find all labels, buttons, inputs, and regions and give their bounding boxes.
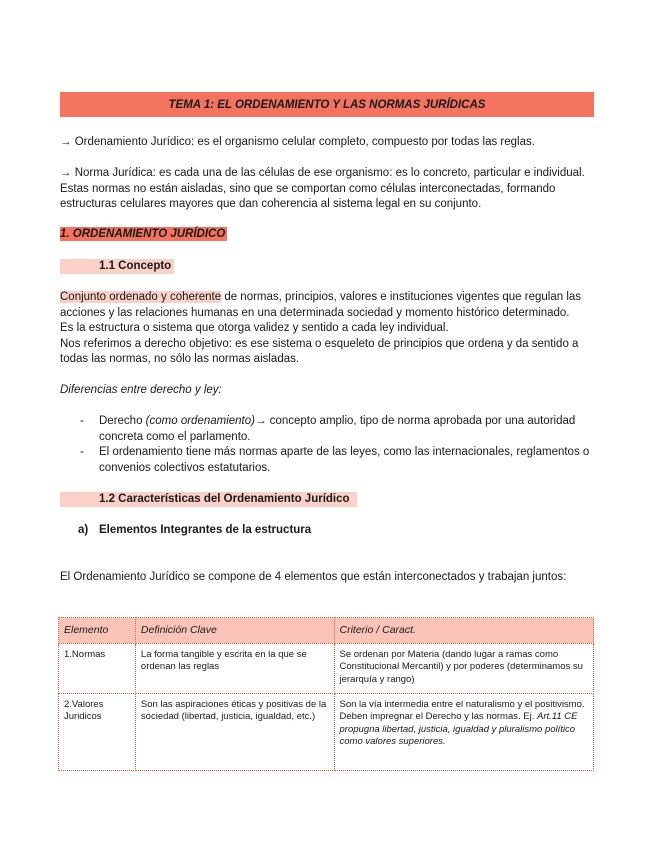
- elements-table: [58, 617, 594, 771]
- table-row: [59, 693, 594, 770]
- concepto-estructura: Es la estructura o sistema que otorga validez y sentido a cada ley individual.: [60, 322, 449, 334]
- table-cell-elemento: 1.Normas: [59, 643, 136, 693]
- subsection-a: [78, 524, 311, 536]
- concepto-heading: [60, 259, 174, 274]
- caracteristicas-heading-text: 1.2 Características del Ordenamiento Jurídico: [99, 493, 350, 505]
- table-cell-elemento: 2.Valores Juridicos: [59, 693, 136, 770]
- list-item: [60, 445, 600, 476]
- diferencias-list: [60, 414, 600, 476]
- section1-heading: 1. ORDENAMIENTO JURÍDICO: [60, 228, 226, 240]
- list-item-text: Derecho: [99, 415, 146, 427]
- subsection-a-text: Elementos Integrantes de la estructura: [99, 524, 312, 536]
- concepto-derecho-objetivo: Nos referimos a derecho objetivo: es ese sistema o esqueleto de principios que ordena y da sentido a todas las normas, no sólo las normas aisladas.: [60, 337, 579, 365]
- table-header-row: [59, 618, 594, 644]
- table-cell-criterio: Se ordenan por Materia (dando lugar a ramas como Constitucional Mercantil) y por poderes (determinamos su jerarquía y rango): [334, 643, 593, 693]
- highlighted-phrase: Conjunto ordenado y coherente: [60, 291, 222, 303]
- list-item-text: El ordenamiento tiene más normas aparte de las leyes, como las internacionales, reglamentos o convenios colectivos estatutarios.: [99, 446, 590, 474]
- list-item: [60, 414, 600, 445]
- concepto-definition: [60, 290, 600, 368]
- document-title: [60, 92, 594, 117]
- concepto-definition-rest: de normas, principios, valores e instituciones vigentes que regulan las acciones y las relaciones humanas en una determinada sociedad y momento histórico determinado.: [60, 291, 582, 319]
- diferencias-label: Diferencias entre derecho y ley:: [60, 384, 222, 396]
- table-cell-criterio: [334, 693, 593, 770]
- elements-lead: El Ordenamiento Jurídico se compone de 4 elementos que están interconectados y trabajan juntos:: [60, 571, 567, 583]
- list-item-text-post: → concepto amplio, tipo de norma aprobada por una autoridad concreta como el parlamento.: [99, 415, 576, 443]
- table-header-cell: Definición Clave: [135, 618, 334, 644]
- criterio-text: Son la vía intermedia entre el naturalismo y el positivismo. Deben impregnar el Derecho y las normas. Ej.: [339, 698, 585, 722]
- list-item-italic: (como ordenamiento): [145, 415, 255, 427]
- concepto-heading-text: 1.1 Concepto: [99, 260, 172, 272]
- criterio-italic-text: Art.11 CE propugna libertad, justicia, igualdad y pluralismo político como valores superiores.: [339, 711, 578, 747]
- table-header-cell: Elemento: [59, 618, 136, 644]
- caracteristicas-heading: [60, 492, 357, 507]
- document-title-text: TEMA 1: EL ORDENAMIENTO Y LAS NORMAS JURÍDICAS: [168, 98, 486, 111]
- intro-ordenamiento: → Ordenamiento Jurídico: es el organismo celular completo, compuesto por todas las reglas.: [60, 136, 535, 148]
- intro-norma: → Norma Jurídica: es cada una de las células de ese organismo: es lo concreto, particular e individual. Estas normas no están aisladas, sino que se comportan como células interconectadas, formando estructuras celulares mayores que dan coherencia al sistema legal en su conjunto.: [60, 167, 585, 210]
- subsection-a-label: a): [78, 524, 89, 536]
- table-cell-definicion: Son las aspiraciones éticas y positivas de la sociedad (libertad, justicia, igualdad, etc.): [135, 693, 334, 770]
- table-row: [59, 643, 594, 693]
- table-header-cell: Criterio / Caract.: [334, 618, 593, 644]
- section1-heading-row: [60, 227, 600, 243]
- table-cell-definicion: La forma tangible y escrita en la que se ordenan las reglas: [135, 643, 334, 693]
